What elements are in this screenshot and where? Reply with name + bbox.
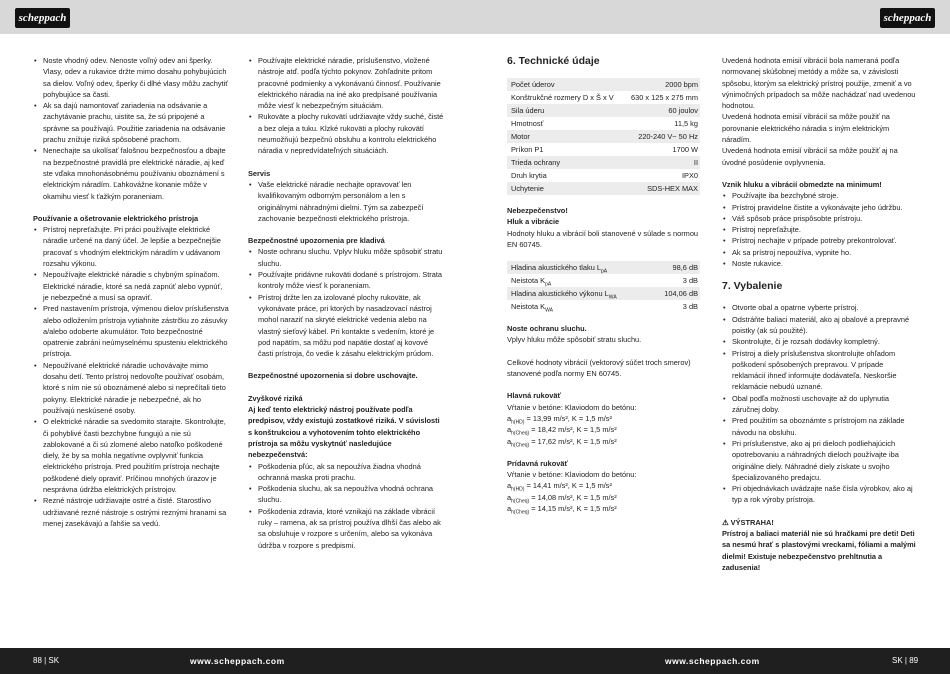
table-cell: 220-240 V~ 50 Hz	[622, 130, 700, 143]
list-item: • Poškodenia pľúc, ak sa nepoužíva žiadna vhodná ochranná maska proti prachu.	[248, 461, 444, 484]
table-cell: 1700 W	[672, 145, 698, 154]
list-item: • Skontrolujte, či je rozsah dodávky kompletný.	[722, 336, 918, 347]
list-item: • Rezné nástroje udržiavajte ostré a čisté. Starostlivo udržiavané rezné nástroje s ostrými reznými hranami sa menej zasekávajú a ľahšie sa vedú.	[33, 495, 229, 529]
list-item: • Prístroj držte len za izolované plochy rukoväte, ak vykonávate práce, pri ktorých by nasadzovací nástroj mohol naraziť na skryté elektrické vedenia alebo na vlastný sieťový kábel. Pri kontakte s vedením, ktoré je pod napätím, sa môžu pod napätie dostať aj kovové časti prístroja, čo vedie k zásahu elektrickým prúdom.	[248, 292, 444, 360]
list-item: • Používajte elektrické náradie, príslušenstvo, vložené nástroje atď. podľa týchto pokynov. Zohľadnite pritom pracovné podmienky a vykonávanú činnosť. Používanie elektrického náradia na iné ako predpísané používania môže viesť k nebezpečným situáciám.	[248, 55, 444, 111]
column-1	[33, 55, 229, 529]
scheppach-logo-right: scheppach	[880, 8, 935, 28]
table-cell: 98,6 dB	[649, 261, 700, 274]
warning-title: ⚠ VÝSTRAHA!	[722, 517, 774, 527]
column-2	[248, 55, 444, 551]
table-cell: Motor	[507, 130, 622, 143]
vibration-intro-2: Uvedená hodnota emisií vibrácií sa môže použiť na porovnanie elektrického náradia s iným elektrickým náradím.	[722, 112, 890, 145]
table-cell: Neistota $K_{pA}$	[511, 276, 552, 288]
table-row	[507, 104, 700, 117]
vibration-row: $a_{h(Cheq)} = 14,15$ m/s², K = 1,5 m/s²	[507, 504, 617, 516]
table-cell: 630 x 125 x 275 mm	[631, 93, 698, 102]
list-item: • Váš spôsob práce prispôsobte prístroju.	[722, 213, 918, 224]
technical-data-table	[507, 78, 700, 195]
table-cell: Hladina akustického výkonu $L_{WA}$	[507, 287, 649, 300]
list-item: • Pri príslušenstve, ako aj pri dieloch podliehajúcich opotrebovaniu a náhradných dieloch používajte iba originálne diely. Náhradné diely získate u svojho špecializovaného predajcu.	[722, 438, 918, 483]
table-cell: Hmotnosť	[511, 119, 544, 128]
list-item: • Používajte pridávne rukoväti dodané s prístrojom. Strata kontroly môže viesť k poraneniam.	[248, 269, 444, 292]
list-item: • Pred nastavením prístroja, výmenou dielov príslušenstva alebo odložením prístroja vytiahnite zástrčku zo zásuvky a/alebo odoberte akumulátor. Toto bezpečnostné opatrenie zabráni neúmyselnému spusteniu elektrického prístroja.	[33, 303, 229, 359]
table-row	[507, 287, 700, 300]
table-row	[507, 169, 700, 182]
hammer-safety-heading: Bezpečnostné upozornenia pre kladivá	[248, 236, 385, 246]
table-cell: 2000 bpm	[622, 78, 700, 91]
section-heading: Používanie a ošetrovanie elektrického prístroja	[33, 213, 199, 223]
footer-url-right[interactable]: www.scheppach.com	[665, 656, 760, 666]
list-item: • Noste rukavice.	[722, 258, 918, 269]
list-item: • Prístroj a diely príslušenstva skontrolujte ohľadom poškodení spôsobených prepravou. V prípade reklamácií ihneď informujte dodávateľa. Neskoršie reklamácie nebudú uznané.	[722, 348, 918, 393]
table-row	[507, 91, 700, 104]
vibration-intro-1: Uvedená hodnota emisií vibrácií bola nameraná podľa normovanej skúšobnej metódy a môže sa, v závislosti spôsobu, ktorým sa elektrický prístroj použije, zmeniť a vo výnimočných prípadoch sa môže nachádzať nad uvedenou hodnotou.	[722, 56, 916, 111]
column-3	[507, 55, 700, 514]
aux-handle-title: Prídavná rukoväť	[507, 458, 569, 468]
table-row	[507, 182, 700, 195]
top-bar	[0, 0, 950, 34]
ear-protection-title: Noste ochranu sluchu.	[507, 324, 587, 334]
list-item: • Noste ochranu sluchu. Vplyv hluku môže spôsobiť stratu sluchu.	[248, 246, 444, 269]
vibration-row: $a_{h(HD)} = 13,99$ m/s², K = 1,5 m/s²	[507, 413, 612, 426]
table-cell: Sila úderu	[507, 104, 622, 117]
vibration-intro-3: Uvedená hodnota emisií vibrácií sa môže použiť aj na úvodné posúdenie ovplyvnenia.	[722, 146, 898, 167]
table-cell: IPX0	[681, 171, 698, 180]
list-item: • Noste vhodný odev. Nenoste voľný odev ani šperky. Vlasy, odev a rukavice držte mimo dosahu pohybujúcich sa dielov. Voľný odev, šperky či dlhé vlasy môžu zachytiť pohybujúce sa časti.	[33, 55, 229, 100]
table-cell: II	[622, 156, 700, 169]
list-item: • Prístroj nepreťažujte. Pri práci používajte elektrické náradie určené na daný účel. Je lepšie a bezpečnejšie pracovať s vhodným elektrickým náradím v udávanom rozsahu výkonu.	[33, 224, 229, 269]
list-item: • Vaše elektrické náradie nechajte opravovať len kvalifikovaným odborným personálom a len s originálnymi náhradnými dielmi. Tým sa zabezpečí zachovanie bezpečnosti elektrického prístroja.	[248, 179, 444, 224]
list-item: • Poškodenia sluchu, ak sa nepoužíva vhodná ochrana sluchu.	[248, 483, 444, 506]
noise-title: Hluk a vibrácie	[507, 217, 560, 227]
table-row	[507, 78, 700, 91]
table-cell: 3 dB	[682, 302, 698, 312]
list-item: • Pri objednávkach uvádzajte naše čísla výrobkov, ako aj typ a rok výroby prístroja.	[722, 483, 918, 506]
aux-handle-intro: Vŕtanie v betóne: Klaviodom do betónu:	[507, 470, 637, 480]
list-item: • Nepoužívajte elektrické náradie s chybným spínačom. Elektrické náradie, ktoré sa nedá zapnúť alebo vypnúť, je nebezpečné a musí sa opraviť.	[33, 269, 229, 303]
page-number-left: 88 | SK	[33, 656, 60, 665]
servis-heading: Servis	[248, 168, 271, 178]
table-cell: Druh krytia	[511, 171, 547, 180]
table-row	[507, 261, 700, 274]
footer-url-left[interactable]: www.scheppach.com	[190, 656, 285, 666]
vibration-row: $a_{h(Cheq)} = 17,62$ m/s², K = 1,5 m/s²	[507, 436, 617, 449]
residual-intro: Aj keď tento elektrický nástroj používate podľa predpisov, vždy existujú zostatkové riziká. V súvislosti s konštrukciou a vyhotovením tohto elektrického prístroja sa môžu vyskytnúť nasledujúce nebezpečenstvá:	[248, 405, 440, 460]
table-row	[507, 274, 700, 287]
noise-table	[507, 261, 700, 313]
unpacking-title: 7. Vybalenie	[722, 280, 783, 293]
danger-title: Nebezpečenstvo!	[507, 206, 568, 215]
list-item: • Ak sa dajú namontovať zariadenia na odsávanie a zachytávanie prachu, uistite sa, že sú pripojené a správne sa používajú. Použitie zariadenia na odsávanie prachu znižuje riziká spôsobené prachom.	[33, 100, 229, 145]
list-item: • Nenechajte sa ukolísať falošnou bezpečnosťou a dbajte na bezpečnostné pravidlá pre elektrické náradie, aj keď ste vďaka mnohonásobnému používaniu oboznámení s elektrickým náradím. Ľahkovážne konanie môže v okamihu viesť k ťažkým poraneniam.	[33, 145, 229, 201]
technical-data-title: 6. Technické údaje	[507, 55, 600, 67]
table-row	[507, 117, 700, 130]
list-item: • Prístroj nepreťažujte.	[722, 224, 918, 235]
ear-protection-text: Vplyv hluku môže spôsobiť stratu sluchu.	[507, 335, 642, 345]
table-cell: Počet úderov	[507, 78, 622, 91]
table-row	[507, 143, 700, 156]
vibration-row: $a_{h(Cheq)} = 18,42$ m/s², K = 1,5 m/s²	[507, 425, 617, 437]
vibration-row: $a_{h(Cheq)} = 14,08$ m/s², K = 1,5 m/s²	[507, 492, 617, 505]
residual-risks-heading: Zvyškové riziká	[248, 393, 303, 403]
table-cell: Uchytenie	[507, 182, 622, 195]
main-handle-title: Hlavná rukoväť	[507, 391, 562, 401]
vibration-row: $a_{h(HD)} = 14,41$ m/s², K = 1,5 m/s²	[507, 481, 612, 493]
table-row	[507, 300, 700, 313]
table-cell: Neistota $K_{WA}$	[511, 302, 553, 314]
table-row	[507, 156, 700, 169]
list-item: • Prístroj nechajte v prípade potreby prekontrolovať.	[722, 235, 918, 246]
page-number-right: SK | 89	[892, 656, 919, 665]
list-item: • Odstráňte baliaci materiál, ako aj obalové a prepravné poistky (ak sú použité).	[722, 314, 918, 337]
list-item: • Používajte iba bezchybné stroje.	[722, 190, 918, 201]
list-item: • Prístroj pravidelne čistite a vykonávajte jeho údržbu.	[722, 202, 918, 213]
list-item: • Pred použitím sa oboznámte s prístrojom na základe návodu na obsluhu.	[722, 415, 918, 438]
main-handle-intro: Vŕtanie v betóne: Klaviodom do betónu:	[507, 402, 637, 412]
table-cell: 11,5 kg	[674, 119, 698, 128]
keep-instructions-text: Bezpečnostné upozornenia si dobre uschovajte.	[248, 371, 418, 381]
table-cell: Trieda ochrany	[507, 156, 622, 169]
list-item: • Rukoväte a plochy rukovätí udržiavajte vždy suché, čisté a bez oleja a tuku. Klzké rukoväti a plochy rukovätí neumožňujú bezpečnú obsluhu a kontrolu elektrického náradia v nepredvídateľných situáciách.	[248, 111, 444, 156]
table-cell: Konštrukčné rozmery D x Š x V	[511, 93, 614, 102]
list-item: • Obal podľa možnosti uschovajte až do uplynutia záručnej doby.	[722, 393, 918, 416]
table-cell: Hladina akustického tlaku $L_{pA}$	[507, 261, 649, 274]
vibration-total-text: Celkové hodnoty vibrácií (vektorový súčet troch smerov) stanovené podľa normy EN 60745.	[507, 357, 691, 379]
table-cell: 60 joulov	[622, 104, 700, 117]
table-cell: SDS-HEX MAX	[622, 182, 700, 195]
scheppach-logo-left: scheppach	[15, 8, 70, 28]
table-cell: 104,06 dB	[649, 287, 700, 300]
list-item: • Poškodenia zdravia, ktoré vznikajú na základe vibrácií ruky – ramena, ak sa prístroj používa dlhší čas alebo ak sa obsluhuje v rozpore s určením, alebo sa vykonáva údržba v rozpore s predpismi.	[248, 506, 444, 551]
list-item: • Ak sa prístroj nepoužíva, vypnite ho.	[722, 247, 918, 258]
table-cell: 3 dB	[682, 276, 698, 286]
noise-text: Hodnoty hluku a vibrácií boli stanovené v súlade s normou EN 60745.	[507, 228, 699, 249]
warning-text: Prístroj a baliaci materiál nie sú hračkami pre deti! Deti sa nesmú hrať s plastovými vreckami, fóliami a malými dielmi! Existuje nebezpečenstvo prehltnutia a zadusenia!	[722, 528, 916, 572]
table-row	[507, 130, 700, 143]
footer-bar	[0, 648, 950, 674]
list-item: • Nepoužívané elektrické náradie uchovávajte mimo dosahu detí. Tento prístroj nedovoľte používať osobám, ktoré s ním nie sú oboznámené alebo si neprečítali tieto pokyny. Elektrické náradie je nebezpečné, ak ho používajú neskúsené osoby.	[33, 360, 229, 416]
reduce-noise-title: Vznik hluku a vibrácií obmedzte na minimum!	[722, 179, 882, 189]
column-4	[722, 55, 918, 573]
list-item: • Otvorte obal a opatrne vyberte prístroj.	[722, 302, 918, 313]
table-cell: Príkon P1	[511, 145, 544, 154]
list-item: • O elektrické náradie sa svedomito starajte. Skontrolujte, či pohyblivé časti bezchybne fungujú a nie sú zablokované a či sú zlomené alebo natoľko poškodené diely, že by sa mohla negatívne ovplyvniť funkcia elektrického prístroja. Pred použitím prístroja nechajte poškodené diely opraviť. Príčinou mnohých úrazov je nesprávna údržba elektrických prístrojov.	[33, 416, 229, 495]
